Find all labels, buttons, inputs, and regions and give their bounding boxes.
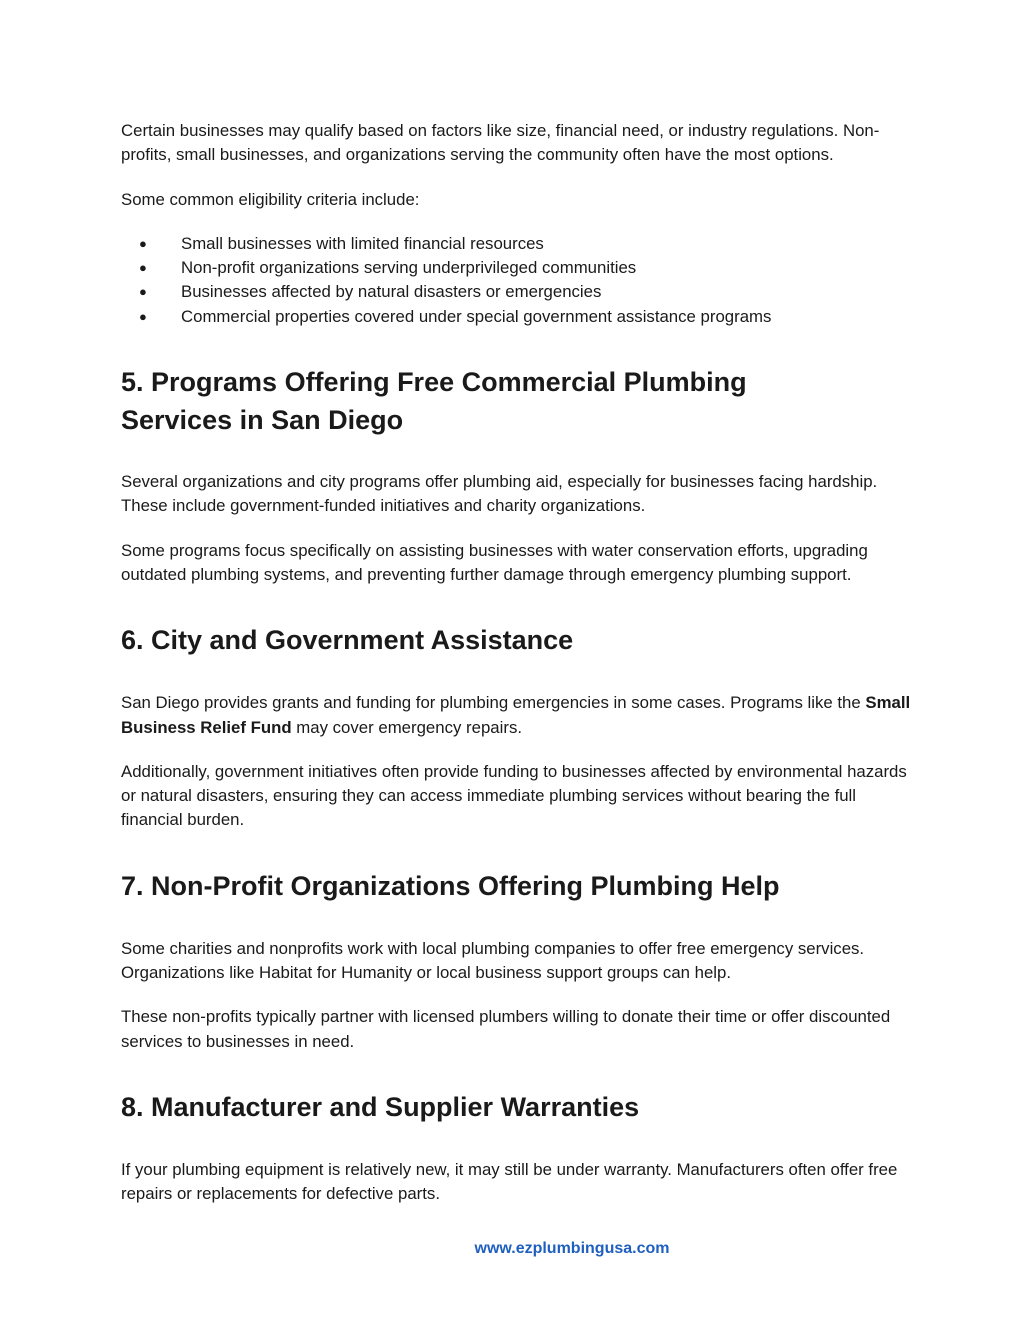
bullet-icon: ● bbox=[139, 308, 147, 324]
intro-paragraph-1: Certain businesses may qualify based on factors like size, financial need, or industry regulations. Non-profits, small businesses, and organizations serving the community often have the most options. bbox=[121, 121, 880, 165]
section-5-paragraph-2: Some programs focus specifically on assisting businesses with water conservation efforts, upgrading outdated plumbing systems, and preventing further damage through emergency plumbing support. bbox=[121, 540, 868, 584]
section-7-heading: 7. Non-Profit Organizations Offering Plumbing Help bbox=[121, 870, 780, 901]
bullet-icon: ● bbox=[139, 284, 147, 300]
bullet-icon: ● bbox=[139, 235, 147, 251]
document-page bbox=[121, 119, 911, 1207]
list-item: ● Small businesses with limited financial resources bbox=[121, 232, 911, 256]
section-8-heading: 8. Manufacturer and Supplier Warranties bbox=[121, 1091, 640, 1122]
section-6-heading: 6. City and Government Assistance bbox=[121, 625, 574, 656]
section-6-paragraph-1: San Diego provides grants and funding for plumbing emergencies in some cases. Programs like the Small Business Relief Fund may cover emergency repairs. bbox=[121, 693, 911, 737]
list-item: ● Businesses affected by natural disasters or emergencies bbox=[121, 280, 911, 304]
section-8-paragraph-1: If your plumbing equipment is relatively new, it may still be under warranty. Manufacturers often offer free repairs or replacements for defective parts. bbox=[121, 1159, 898, 1204]
website-link[interactable]: www.ezplumbingusa.com bbox=[474, 1240, 670, 1257]
section-5-paragraph-1: Several organizations and city programs offer plumbing aid, especially for businesses facing hardship. These include government-funded initiatives and charity organizations. bbox=[121, 472, 878, 516]
section-5-heading: 5. Programs Offering Free Commercial Plumbing Services in San Diego bbox=[121, 367, 747, 436]
section-6-paragraph-2: Additionally, government initiatives often provide funding to businesses affected by environmental hazards or natural disasters, ensuring they can access immediate plumbing services without bearing the full financial burden. bbox=[121, 761, 907, 830]
relief-fund-name: Small Business Relief Fund bbox=[121, 693, 911, 737]
intro-paragraph-2: Some common eligibility criteria include: bbox=[121, 189, 420, 209]
section-7-paragraph-2: These non-profits typically partner with licensed plumbers willing to donate their time or offer discounted services to businesses in need. bbox=[121, 1007, 891, 1051]
eligibility-list bbox=[121, 232, 911, 329]
bullet-icon: ● bbox=[139, 260, 147, 276]
section-7-paragraph-1: Some charities and nonprofits work with local plumbing companies to offer free emergency services. Organizations like Habitat for Humanity or local business support groups can help. bbox=[121, 938, 865, 983]
list-item: ● Commercial properties covered under special government assistance programs bbox=[121, 305, 911, 329]
list-item: ● Non-profit organizations serving underprivileged communities bbox=[121, 256, 911, 280]
